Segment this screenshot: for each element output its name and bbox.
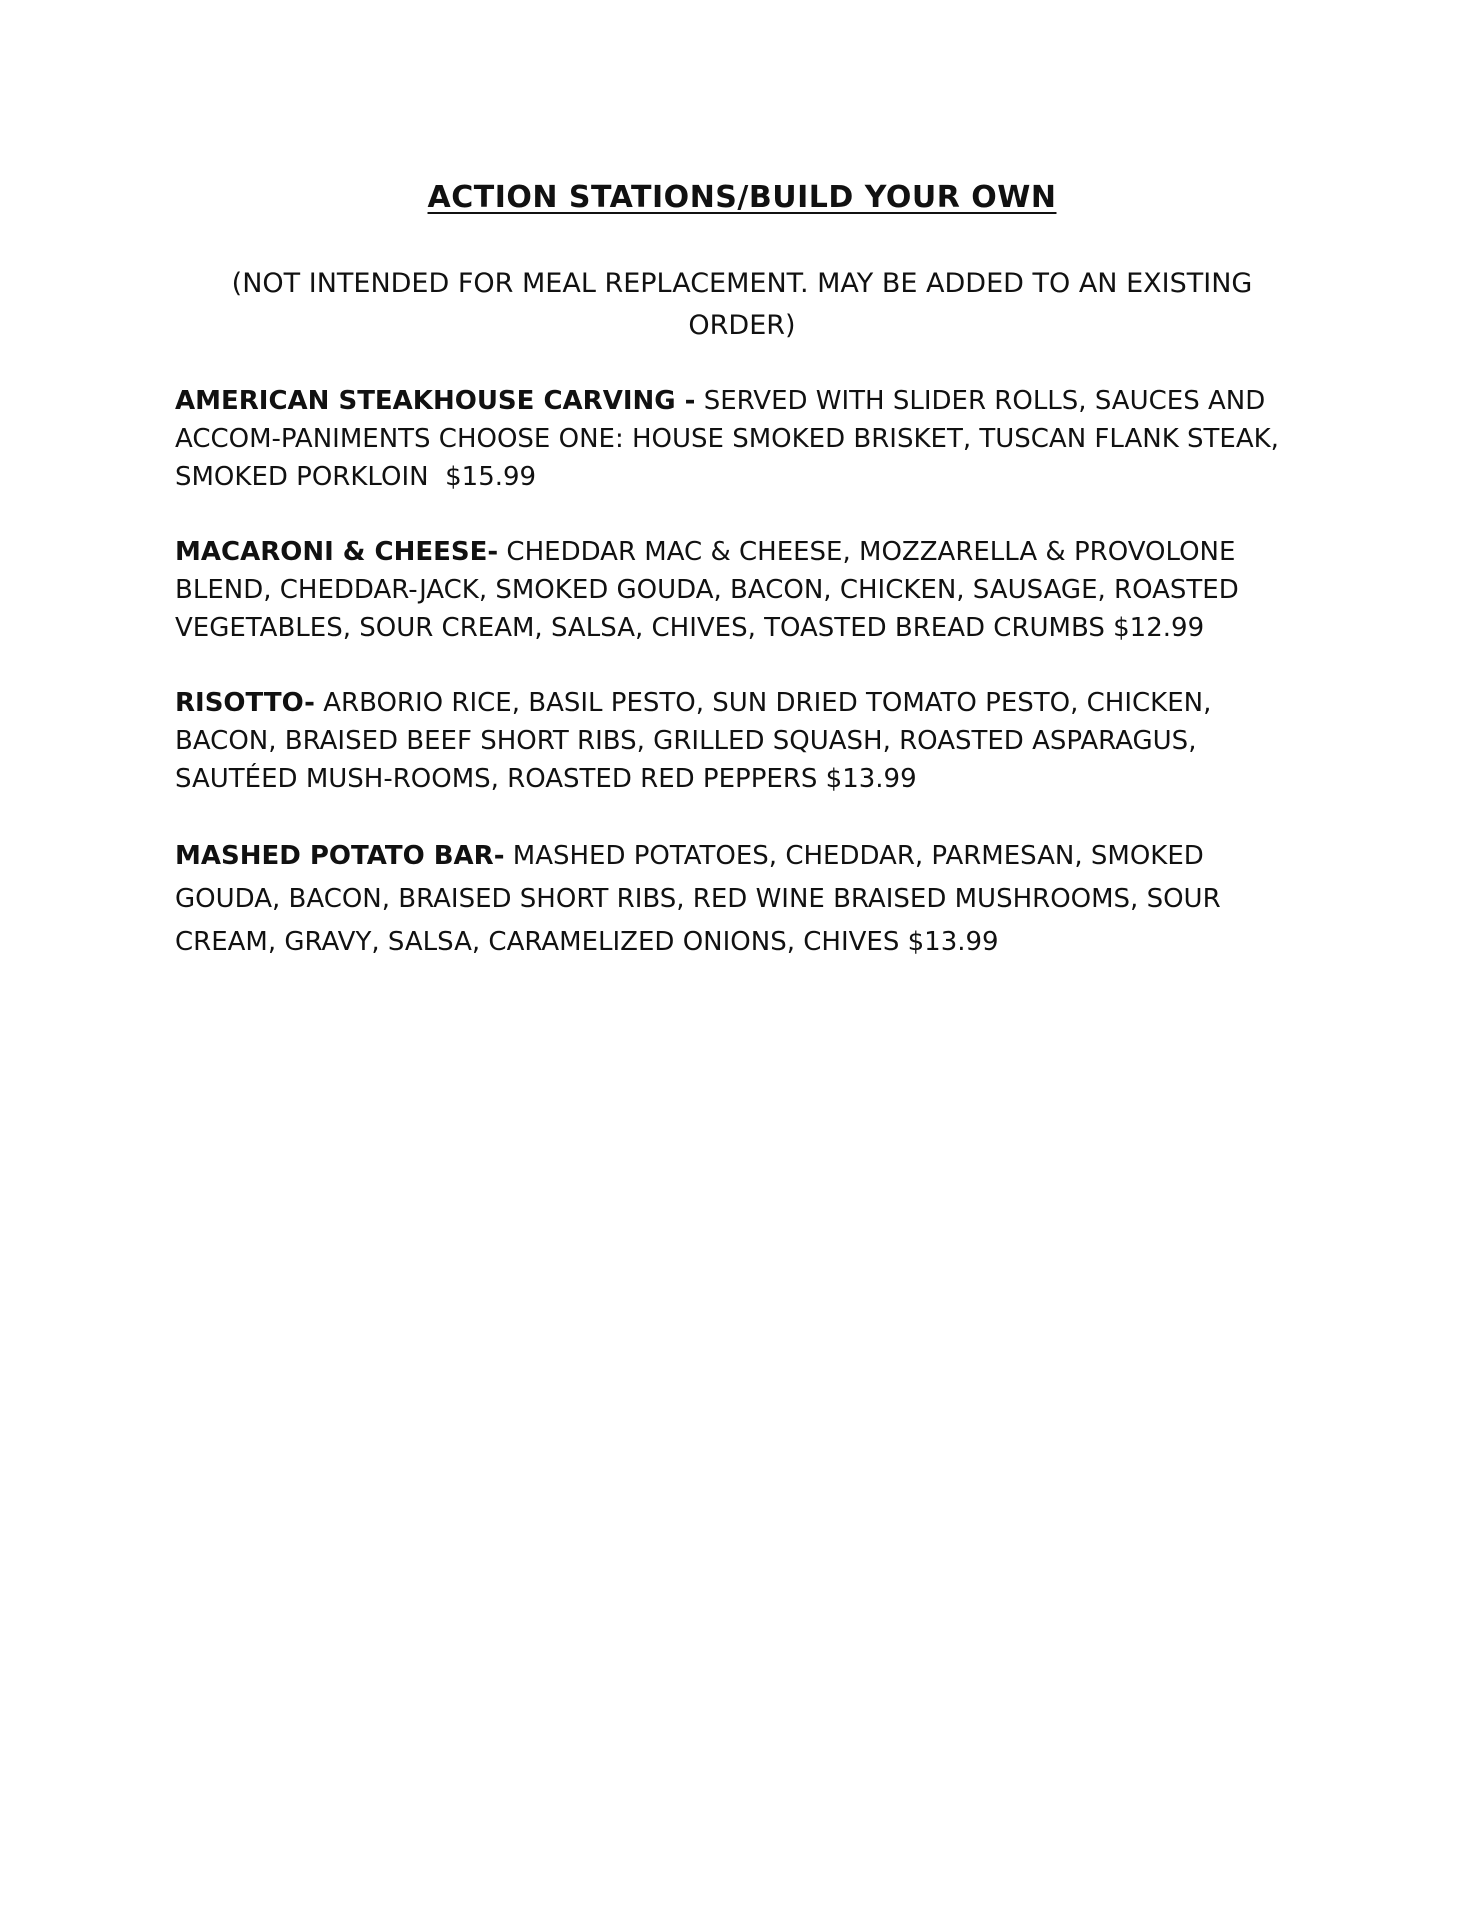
page-title: ACTION STATIONS/BUILD YOUR OWN — [427, 180, 1057, 215]
menu-item-risotto — [175, 684, 1315, 798]
menu-items — [175, 382, 1315, 1001]
item-name: RISOTTO- — [175, 688, 315, 718]
item-description: MASHED POTATOES, CHEDDAR, PARMESAN, SMOKED GOUDA, BACON, BRAISED SHORT RIBS, RED WINE BRAISED MUSHROOMS, SOUR CREAM, GRAVY, SALSA, CARAMELIZED ONIONS, CHIVES — [175, 841, 1221, 957]
item-price: $13.99 — [899, 927, 999, 957]
item-name: MASHED POTATO BAR- — [175, 841, 505, 871]
item-name: MACARONI & CHEESE- — [175, 537, 499, 567]
menu-item-carving — [175, 382, 1315, 496]
menu-item-mac-cheese — [175, 533, 1315, 647]
item-price: $12.99 — [1104, 613, 1205, 643]
item-description: SERVED WITH SLIDER ROLLS, SAUCES AND ACCOM-PANIMENTS CHOOSE ONE: HOUSE SMOKED BRISKET, TUSCAN FLANK STEAK, SMOKED PORKLOIN — [175, 386, 1279, 492]
item-price: $13.99 — [817, 764, 917, 794]
item-description: ARBORIO RICE, BASIL PESTO, SUN DRIED TOMATO PESTO, CHICKEN, BACON, BRAISED BEEF SHORT RIBS, GRILLED SQUASH, ROASTED ASPARAGUS, SAUTÉED MUSH-ROOMS, ROASTED RED PEPPERS — [175, 688, 1212, 794]
item-description: CHEDDAR MAC & CHEESE, MOZZARELLA & PROVOLONE BLEND, CHEDDAR-JACK, SMOKED GOUDA, BACON, CHICKEN, SAUSAGE, ROASTED VEGETABLES, SOUR CREAM, SALSA, CHIVES, TOASTED BREAD CRUMBS — [175, 537, 1239, 643]
menu-note: (NOT INTENDED FOR MEAL REPLACEMENT. MAY BE ADDED TO AN EXISTING ORDER) — [231, 268, 1253, 341]
item-price: $15.99 — [428, 462, 537, 492]
item-name: AMERICAN STEAKHOUSE CARVING - — [175, 386, 696, 416]
menu-item-mashed-potato — [175, 835, 1315, 964]
